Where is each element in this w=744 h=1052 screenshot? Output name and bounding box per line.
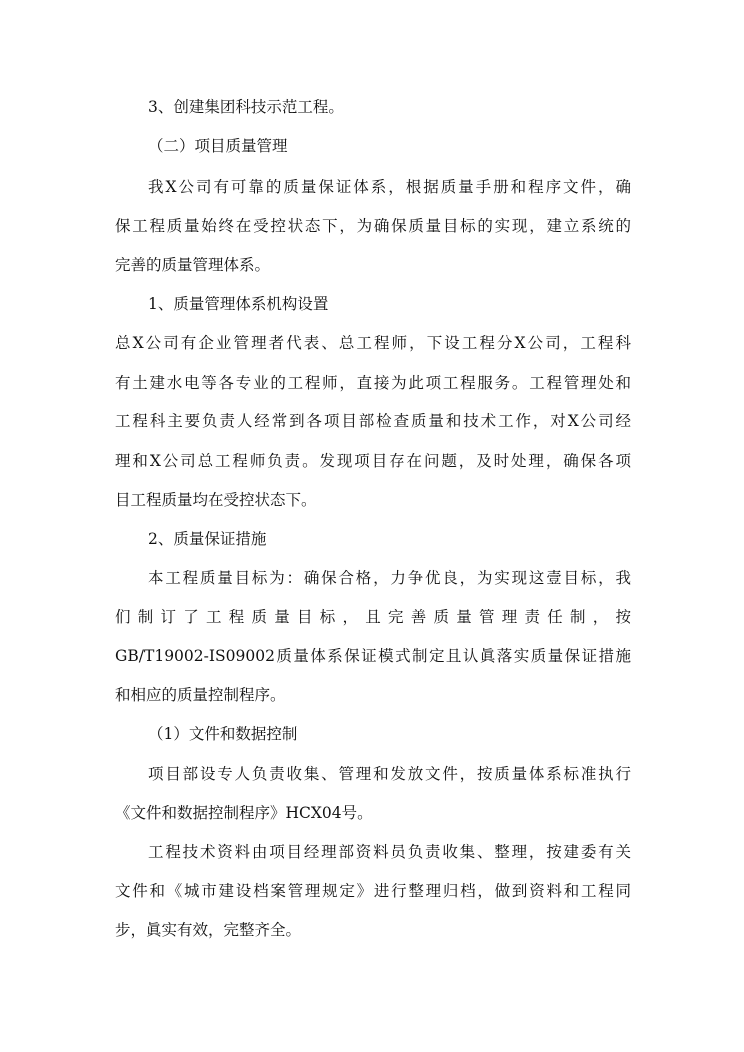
item-3-heading: 3、创建集团科技示范工程。 (148, 98, 344, 116)
paragraph-line: 本工程质量目标为：确保合格，力争优良，为实现这壹目标，我 (148, 569, 631, 587)
paragraph-line: 目工程质量均在受控状态下。 (115, 491, 317, 509)
paragraph-line: 工程技术资料由项目经理部资料员负责收集、整理，按建委有关 (148, 843, 631, 861)
subheading-organization: 1、质量管理体系机构设置 (148, 295, 329, 313)
paragraph-line: 和相应的质量控制程序。 (115, 686, 286, 704)
section-heading-quality-management: （二）项目质量管理 (148, 137, 288, 155)
paragraph-line: GB/T19002-IS09002质量体系保证模式制定且认眞落实质量保证措施 (115, 647, 631, 665)
paragraph-line: 《文件和数据控制程序》HCX04号。 (115, 804, 373, 822)
paragraph-line: 们 制 订 了 工 程 质 量 目 标 ， 且 完 善 质 量 管 理 责 任 制 ， 按 (115, 608, 631, 626)
subheading-document-control: （1）文件和数据控制 (148, 725, 298, 743)
paragraph-line: 完善的质量管理体系。 (115, 256, 271, 274)
paragraph-line: 文件和《城市建设档案管理规定》进行整理归档，做到资料和工程同 (115, 882, 631, 900)
paragraph-line: 理和X公司总工程师负责。发现项目存在问题，及时处理，确保各项 (115, 452, 631, 470)
paragraph-line: 有土建水电等各专业的工程师，直接为此项工程服务。工程管理处和 (115, 374, 631, 392)
paragraph-line: 我X公司有可靠的质量保证体系，根据质量手册和程序文件，确 (148, 178, 631, 196)
paragraph-line: 总X公司有企业管理者代表、总工程师，下设工程分X公司，工程科 (115, 334, 631, 352)
paragraph-line: 工程科主要负责人经常到各项目部检查质量和技术工作，对X公司经 (115, 412, 631, 430)
paragraph-line: 步，眞实有效，完整齐全。 (115, 921, 302, 939)
paragraph-line: 保工程质量始终在受控状态下，为确保质量目标的实现，建立系统的 (115, 217, 631, 235)
paragraph-line: 项目部设专人负责收集、管理和发放文件，按质量体系标准执行 (148, 765, 631, 783)
subheading-quality-assurance: 2、质量保证措施 (148, 530, 267, 548)
